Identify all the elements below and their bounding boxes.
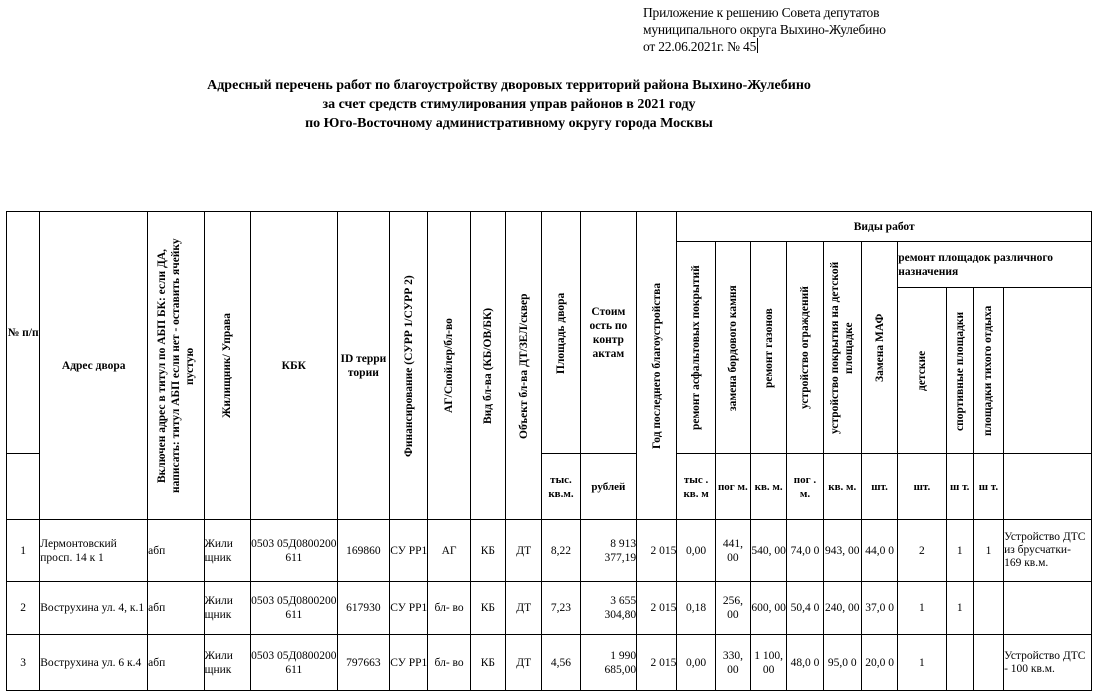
cell-kids: 1 [898, 635, 946, 691]
cell-fence: 48,0 0 [787, 635, 823, 691]
cell-abp: абп [148, 520, 204, 582]
works-table [6, 211, 1092, 691]
cell-abp: абп [148, 635, 204, 691]
header-note-empty [1004, 288, 1092, 454]
header-rest-text: площадки тихого отдыха [982, 305, 995, 436]
cell-lawn: 540, 00 [751, 520, 787, 582]
cell-fin: СУ РР1 [390, 582, 428, 635]
cell-address: Вострухина ул. 4, к.1 [40, 582, 148, 635]
cell-obj: ДТ [506, 520, 542, 582]
header-abp [148, 212, 204, 520]
header-year [637, 212, 677, 520]
unit-note-empty [1004, 454, 1092, 520]
cell-zhil: Жили щник [204, 582, 250, 635]
cell-fin: СУ РР1 [390, 635, 428, 691]
cell-curb: 441, 00 [715, 520, 750, 582]
cell-cost: 3 655 304,80 [580, 582, 636, 635]
header-fence-text: устройство ограждений [798, 286, 811, 409]
cell-kbk: 0503 05Д0800200 611 [250, 520, 337, 582]
header-asphalt-text: ремонт асфальтовых покрытий [690, 265, 703, 430]
header-ag-text: АГ/Спойлер/бл-во [443, 318, 456, 413]
header-sport [946, 288, 973, 454]
table-row [7, 635, 1092, 691]
title-line-3: по Юго-Восточному административному округу города Москвы [305, 116, 713, 131]
header-curb-text: замена бордового камня [726, 284, 739, 411]
cell-sport [946, 635, 973, 691]
cell-asphalt: 0,00 [677, 635, 715, 691]
table-row [7, 582, 1092, 635]
cell-id: 169860 [337, 520, 389, 582]
cell-note [1004, 582, 1092, 635]
cell-address: Вострухина ул. 6 к.4 [40, 635, 148, 691]
document-title [0, 76, 1098, 133]
cell-note: Устройство ДТС - 100 кв.м. [1004, 635, 1092, 691]
cell-fin: СУ РР1 [390, 520, 428, 582]
cell-playcover: 943, 00 [823, 520, 861, 582]
title-line-2: за счет средств стимулирования управ районов в 2021 году [322, 97, 696, 112]
cell-sport: 1 [946, 520, 973, 582]
unit-curb: пог м. [715, 454, 750, 520]
cell-maf: 44,0 0 [861, 520, 897, 582]
cell-kbk: 0503 05Д0800200 611 [250, 635, 337, 691]
cell-ag: бл- во [428, 635, 470, 691]
cell-area: 4,56 [542, 635, 580, 691]
cell-id: 617930 [337, 582, 389, 635]
cell-vid: КБ [470, 520, 505, 582]
cell-area: 7,23 [542, 582, 580, 635]
header-fence [787, 242, 823, 454]
header-kbk: КБК [250, 212, 337, 520]
unit-num-empty [7, 454, 40, 520]
cell-lawn: 1 100, 00 [751, 635, 787, 691]
header-asphalt [677, 242, 715, 454]
cell-zhil: Жили щник [204, 520, 250, 582]
cell-vid: КБ [470, 635, 505, 691]
header-num: № п/п [7, 212, 40, 454]
header-year-text: Год последнего благоустройства [650, 282, 663, 449]
header-playgrounds: ремонт площадок различного назначения [898, 242, 1092, 288]
appendix-line-3-text: от 22.06.2021г. № 45 [643, 39, 757, 54]
cell-sport: 1 [946, 582, 973, 635]
appendix-line-3[interactable] [643, 38, 1093, 55]
header-id: ID терри тории [337, 212, 389, 520]
header-fin-text: Финансирование (СУРР 1/СУРР 2) [402, 274, 415, 457]
header-area [542, 212, 580, 454]
cell-year: 2 015 [637, 635, 677, 691]
header-playcover-text: устройство покрытия на детской площадке [829, 261, 856, 434]
cell-asphalt: 0,00 [677, 520, 715, 582]
cell-asphalt: 0,18 [677, 582, 715, 635]
unit-rest: ш т. [973, 454, 1003, 520]
cell-obj: ДТ [506, 635, 542, 691]
unit-kids: шт. [898, 454, 946, 520]
cell-cost: 1 990 685,00 [580, 635, 636, 691]
header-vid-text: Вид бл-ва (КБ/ОВ/БК) [481, 307, 494, 424]
cell-maf: 37,0 0 [861, 582, 897, 635]
cell-cost: 8 913 377,19 [580, 520, 636, 582]
header-kids-text: детские [915, 350, 928, 391]
cell-vid: КБ [470, 582, 505, 635]
unit-area: тыс. кв.м. [542, 454, 580, 520]
unit-sport: ш т. [946, 454, 973, 520]
cell-ag: АГ [428, 520, 470, 582]
header-lawn-text: ремонт газонов [762, 307, 775, 388]
header-maf-text: Замена МАФ [873, 313, 886, 382]
header-sport-text: спортивные площадки [953, 310, 966, 431]
appendix-line-1: Приложение к решению Совета депутатов [643, 5, 880, 20]
header-vid [470, 212, 505, 520]
cell-num: 1 [7, 520, 40, 582]
cell-rest: 1 [973, 520, 1003, 582]
cell-lawn: 600, 00 [751, 582, 787, 635]
header-curb [715, 242, 750, 454]
cell-curb: 330, 00 [715, 635, 750, 691]
header-abp-text: Включен адрес в титул по АБП БК: если ДА, написать: титул АБП если нет - оставить ячейку пустую [155, 238, 196, 493]
unit-lawn: кв. м. [751, 454, 787, 520]
header-zhil [204, 212, 250, 520]
header-obj-text: Объект бл-ва ДТ/ЗЕЛ/сквер [517, 292, 530, 439]
appendix-line-2: муниципального округа Выхино-Жулебино [643, 22, 886, 37]
cell-id: 797663 [337, 635, 389, 691]
cell-fence: 74,0 0 [787, 520, 823, 582]
cell-playcover: 240, 00 [823, 582, 861, 635]
cell-num: 3 [7, 635, 40, 691]
header-ag [428, 212, 470, 520]
unit-cost: рублей [580, 454, 636, 520]
cell-obj: ДТ [506, 582, 542, 635]
appendix-note [643, 4, 1093, 55]
header-maf [861, 242, 897, 454]
cell-rest [973, 635, 1003, 691]
header-zhil-text: Жилищник/ Управа [221, 313, 234, 418]
cell-playcover: 95,0 0 [823, 635, 861, 691]
cell-abp: абп [148, 582, 204, 635]
header-fin [390, 212, 428, 520]
text-cursor [757, 38, 758, 53]
cell-rest [973, 582, 1003, 635]
cell-num: 2 [7, 582, 40, 635]
header-lawn [751, 242, 787, 454]
table-row [7, 520, 1092, 582]
unit-maf: шт. [861, 454, 897, 520]
header-area-text: Площадь двора [554, 291, 567, 374]
header-cost: Стоим ость по контр актам [580, 212, 636, 454]
cell-kids: 1 [898, 582, 946, 635]
cell-kids: 2 [898, 520, 946, 582]
cell-area: 8,22 [542, 520, 580, 582]
cell-zhil: Жили щник [204, 635, 250, 691]
cell-note: Устройство ДТС из брусчатки- 169 кв.м. [1004, 520, 1092, 582]
header-address: Адрес двора [40, 212, 148, 520]
header-obj [506, 212, 542, 520]
title-line-1: Адресный перечень работ по благоустройству дворовых территорий района Выхино-Жулебино [207, 78, 811, 93]
cell-year: 2 015 [637, 582, 677, 635]
cell-kbk: 0503 05Д0800200 611 [250, 582, 337, 635]
cell-maf: 20,0 0 [861, 635, 897, 691]
header-rest [973, 288, 1003, 454]
unit-fence: пог . м. [787, 454, 823, 520]
cell-curb: 256, 00 [715, 582, 750, 635]
cell-fence: 50,4 0 [787, 582, 823, 635]
cell-ag: бл- во [428, 582, 470, 635]
unit-playcover: кв. м. [823, 454, 861, 520]
cell-year: 2 015 [637, 520, 677, 582]
unit-asphalt: тыс . кв. м [677, 454, 715, 520]
header-works: Виды работ [677, 212, 1092, 242]
header-kids [898, 288, 946, 454]
header-playcover [823, 242, 861, 454]
cell-address: Лермонтовский просп. 14 к 1 [40, 520, 148, 582]
